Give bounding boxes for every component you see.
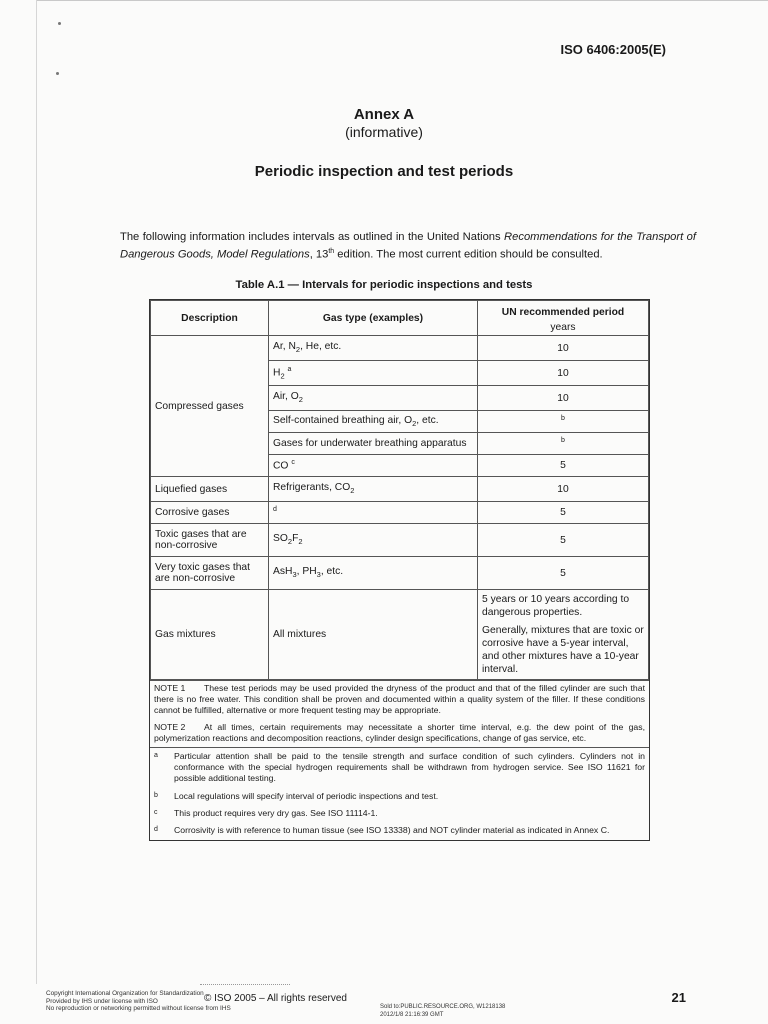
- note-2: NOTE 2 At all times, certain requirements may necessitate a shorter time interval, e.g. the dew point of the gas, polymerization reactions and decomposition reactions, cylinder design specifications, change of gas service, etc.: [154, 721, 645, 743]
- annex-title: Annex A: [353, 106, 415, 123]
- group-label: Toxic gases that are non-corrosive: [151, 524, 269, 557]
- period-cell: 10: [478, 477, 649, 502]
- footnote-b: b Local regulations will specify interval of periodic inspections and test.: [154, 790, 439, 801]
- period-cell: 5: [478, 557, 649, 590]
- gas-type-cell: $H_2$ $^a$: [269, 361, 478, 386]
- gas-type-cell: AsH$_3$, $PH_3$, etc.: [269, 557, 478, 590]
- group-label: Gas mixtures: [151, 590, 269, 680]
- group-label: Corrosive gases: [151, 502, 269, 524]
- period-cell: 10: [478, 386, 649, 411]
- gas-type-cell: Gases for underwater breathing apparatus: [269, 433, 478, 455]
- gas-type-cell: All mixtures: [269, 590, 478, 680]
- period-cell: 5: [478, 524, 649, 557]
- table-notes: [150, 680, 649, 747]
- table-header-row: [151, 301, 649, 321]
- group-label: Compressed gases: [151, 336, 269, 477]
- footnote-a: a Particular attention shall be paid to the tensile strength and surface condition of such cylinders. Cylinders not in conformance with the special hydrogen requirements shall be withdrawn from hydrogen service. See ISO 11621 for possible additional testing.: [154, 751, 645, 784]
- footer-sold-to: Sold to:PUBLIC.RESOURCE.ORG, W1218138 2012/1/8 21:16:39 GMT: [380, 1004, 506, 1018]
- period-cell: 5 years or 10 years according to dangerous properties. Generally, mixtures that are toxic or corrosive have a 5-year interval, and other mixtures have a 10-year interval.: [478, 590, 649, 680]
- table-row: [151, 477, 649, 502]
- header-period: UN recommended period: [478, 301, 649, 321]
- scan-edge-top: [36, 0, 768, 1]
- gas-type-cell: Refrigerants, $CO_2$: [269, 477, 478, 502]
- table-row: [151, 502, 649, 524]
- gas-type-cell: Ar, $N_2$, He, etc.: [269, 336, 478, 361]
- gas-type-cell: CO $^c$: [269, 455, 478, 477]
- period-cell: 10: [478, 361, 649, 386]
- group-label: Liquefied gases: [151, 477, 269, 502]
- table-caption: Table A.1 — Intervals for periodic inspections and tests: [235, 279, 533, 291]
- annex-subtitle: (informative): [345, 124, 423, 140]
- section-title: Periodic inspection and test periods: [254, 163, 514, 180]
- footer-copyright-block: Copyright International Organization for Standardization Provided by IHS under license with ISO No reproduction or networking permitted without license from IHS: [46, 990, 231, 1012]
- intro-paragraph: The following information includes intervals as outlined in the United Nations Recommendations for the Transport of Dangerous Goods, Model Regulations, 13th edition. The most current edition should be consulted.: [120, 231, 696, 261]
- header-gas-type: Gas type (examples): [269, 301, 478, 336]
- footer-iso-rights: © ISO 2005 – All rights reserved: [204, 993, 347, 1004]
- gas-type-cell: $SO_2F_2$: [269, 524, 478, 557]
- table-row: [151, 524, 649, 557]
- table-row: [151, 557, 649, 590]
- period-cell: 5: [478, 502, 649, 524]
- page-number: 21: [671, 990, 686, 1005]
- period-cell: b: [478, 433, 649, 455]
- gas-type-cell: d: [269, 502, 478, 524]
- group-label: Very toxic gases that are non-corrosive: [151, 557, 269, 590]
- intervals-table: [149, 299, 650, 841]
- footnote-d: d Corrosivity is with reference to human tissue (see ISO 13338) and NOT cylinder material as indicated in Annex C.: [154, 825, 610, 836]
- note-1: NOTE 1 These test periods may be used provided the dryness of the product and that of the filled cylinder are such that there is no free water. This condition shall be proven and documented within a quality system of the filler. If these conditions cannot be fulfilled, alternative or more frequent testing may be appropriate.: [154, 683, 645, 716]
- gas-type-cell: Air, $O_2$: [269, 386, 478, 411]
- gas-type-cell: Self-contained breathing air, $O_2$, etc.: [269, 411, 478, 433]
- period-cell: 10: [478, 336, 649, 361]
- table-row: [151, 336, 649, 361]
- period-cell: 5: [478, 455, 649, 477]
- document-id: ISO 6406:2005(E): [560, 42, 666, 57]
- period-cell: b: [478, 411, 649, 433]
- scan-speck: [58, 22, 61, 25]
- scan-edge-left: [36, 0, 37, 984]
- footnote-c: c This product requires very dry gas. See ISO 11114-1.: [154, 807, 378, 818]
- scan-speck: [56, 72, 59, 75]
- header-description: Description: [151, 301, 269, 336]
- header-unit: years: [478, 320, 649, 336]
- scan-dotted-line: [200, 984, 290, 985]
- table-footnotes: [150, 747, 649, 840]
- table-row: [151, 590, 649, 680]
